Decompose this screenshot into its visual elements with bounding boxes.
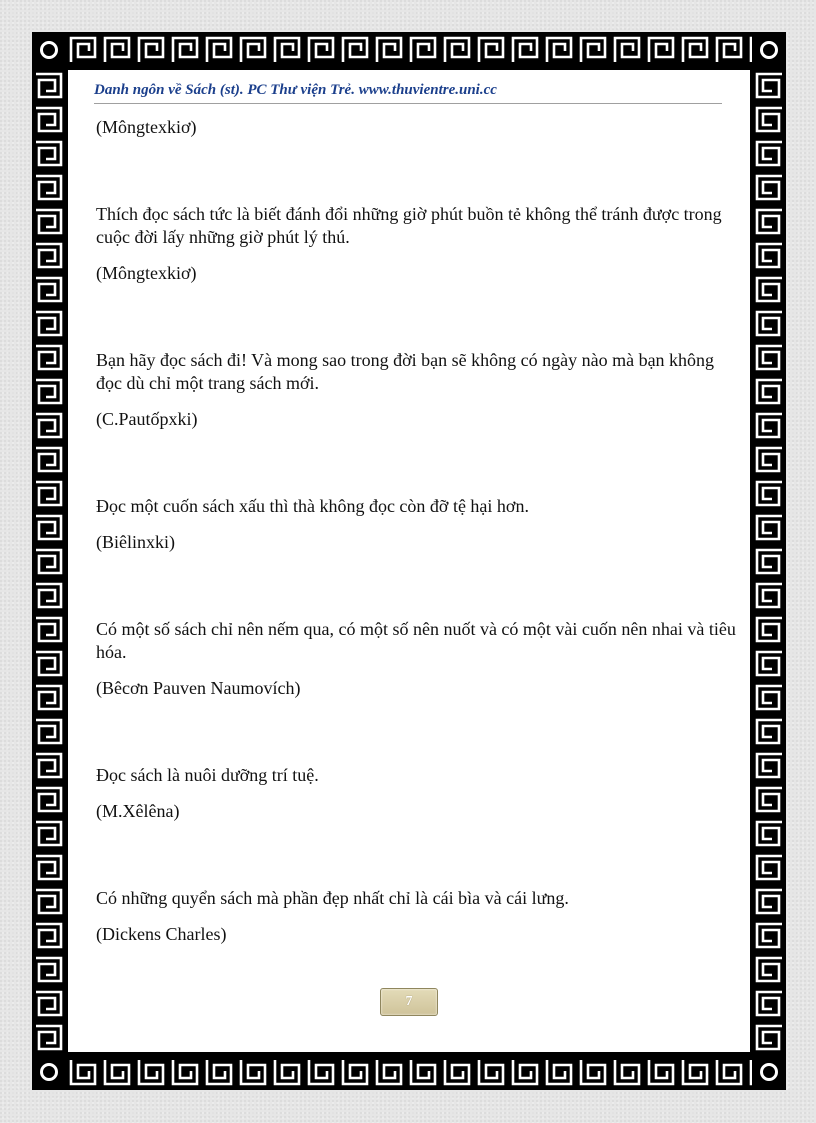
greek-key-border-top	[66, 32, 782, 68]
quote-text: Đọc sách là nuôi dưỡng trí tuệ.	[96, 765, 319, 785]
corner-ring-icon	[32, 32, 66, 68]
quote-author: (Dickens Charles)	[96, 924, 227, 944]
greek-key-border-left	[32, 68, 66, 1054]
quote-text: Đọc một cuốn sách xấu thì thà không đọc còn đỡ tệ hại hơn.	[96, 496, 529, 516]
quote-author: (C.Pautốpxki)	[96, 409, 198, 429]
corner-ring-icon	[32, 1054, 66, 1090]
quote-list	[96, 116, 736, 946]
quote-author: (Biêlinxki)	[96, 532, 175, 552]
quote-author: (M.Xêlêna)	[96, 801, 180, 821]
quote-text: Thích đọc sách tức là biết đánh đổi những giờ phút buồn tẻ không thể tránh được trong cuộc đời lấy những giờ phút lý thú.	[96, 204, 722, 247]
greek-key-border-right	[752, 68, 786, 1054]
greek-key-border-bottom	[66, 1054, 782, 1090]
page-number: 7	[380, 988, 438, 1016]
corner-ring-icon	[752, 1054, 786, 1090]
page-header: Danh ngôn về Sách (st). PC Thư viện Trẻ. www.thuvientre.uni.cc	[94, 82, 722, 104]
quote-text: Có một số sách chỉ nên nếm qua, có một số nên nuốt và có một vài cuốn nên nhai và tiêu hóa.	[96, 619, 736, 662]
quote-author: (Môngtexkiơ)	[96, 263, 197, 283]
quote-author: (Môngtexkiơ)	[96, 117, 197, 137]
quote-text: Bạn hãy đọc sách đi! Và mong sao trong đời bạn sẽ không có ngày nào mà bạn không đọc dù chỉ một trang sách mới.	[96, 350, 715, 393]
corner-ring-icon	[752, 32, 786, 68]
quote-author: (Bêcơn Pauven Naumovích)	[96, 678, 301, 698]
quote-text: Có những quyển sách mà phần đẹp nhất chỉ là cái bìa và cái lưng.	[96, 888, 569, 908]
